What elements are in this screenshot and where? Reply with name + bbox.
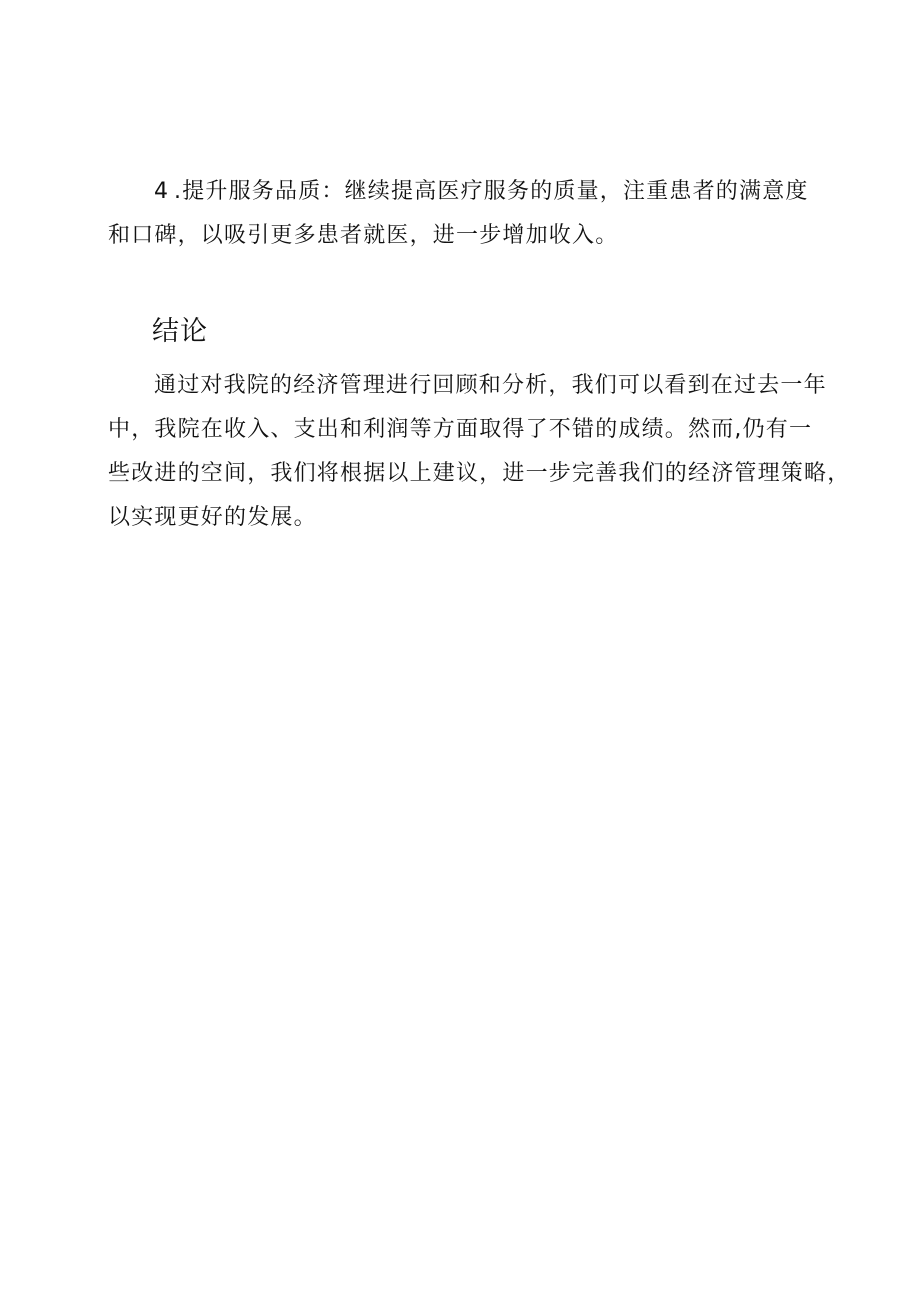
paragraph-line: 些改进的空间，我们将根据以上建议，进一步完善我们的经济管理策略， <box>108 461 851 486</box>
list-item-number: 4 <box>154 179 174 204</box>
list-item-4 <box>108 170 820 258</box>
list-item-text: .提升服务品质：继续提高医疗服务的质量，注重患者的满意度 <box>174 179 809 204</box>
paragraph-line: 中，我院在收入、支出和利润等方面取得了不错的成绩。然而,仍有一 <box>108 417 813 442</box>
list-item-4-line-2: 和口碑，以吸引更多患者就医，进一步增加收入。 <box>108 223 619 248</box>
list-item-4-line-1 <box>108 170 820 214</box>
section-heading: 结论 <box>152 316 208 347</box>
paragraph-line: 通过对我院的经济管理进行回顾和分析，我们可以看到在过去一年 <box>154 373 827 398</box>
conclusion-paragraph <box>108 364 851 540</box>
paragraph-line: 以实现更好的发展。 <box>108 505 317 530</box>
